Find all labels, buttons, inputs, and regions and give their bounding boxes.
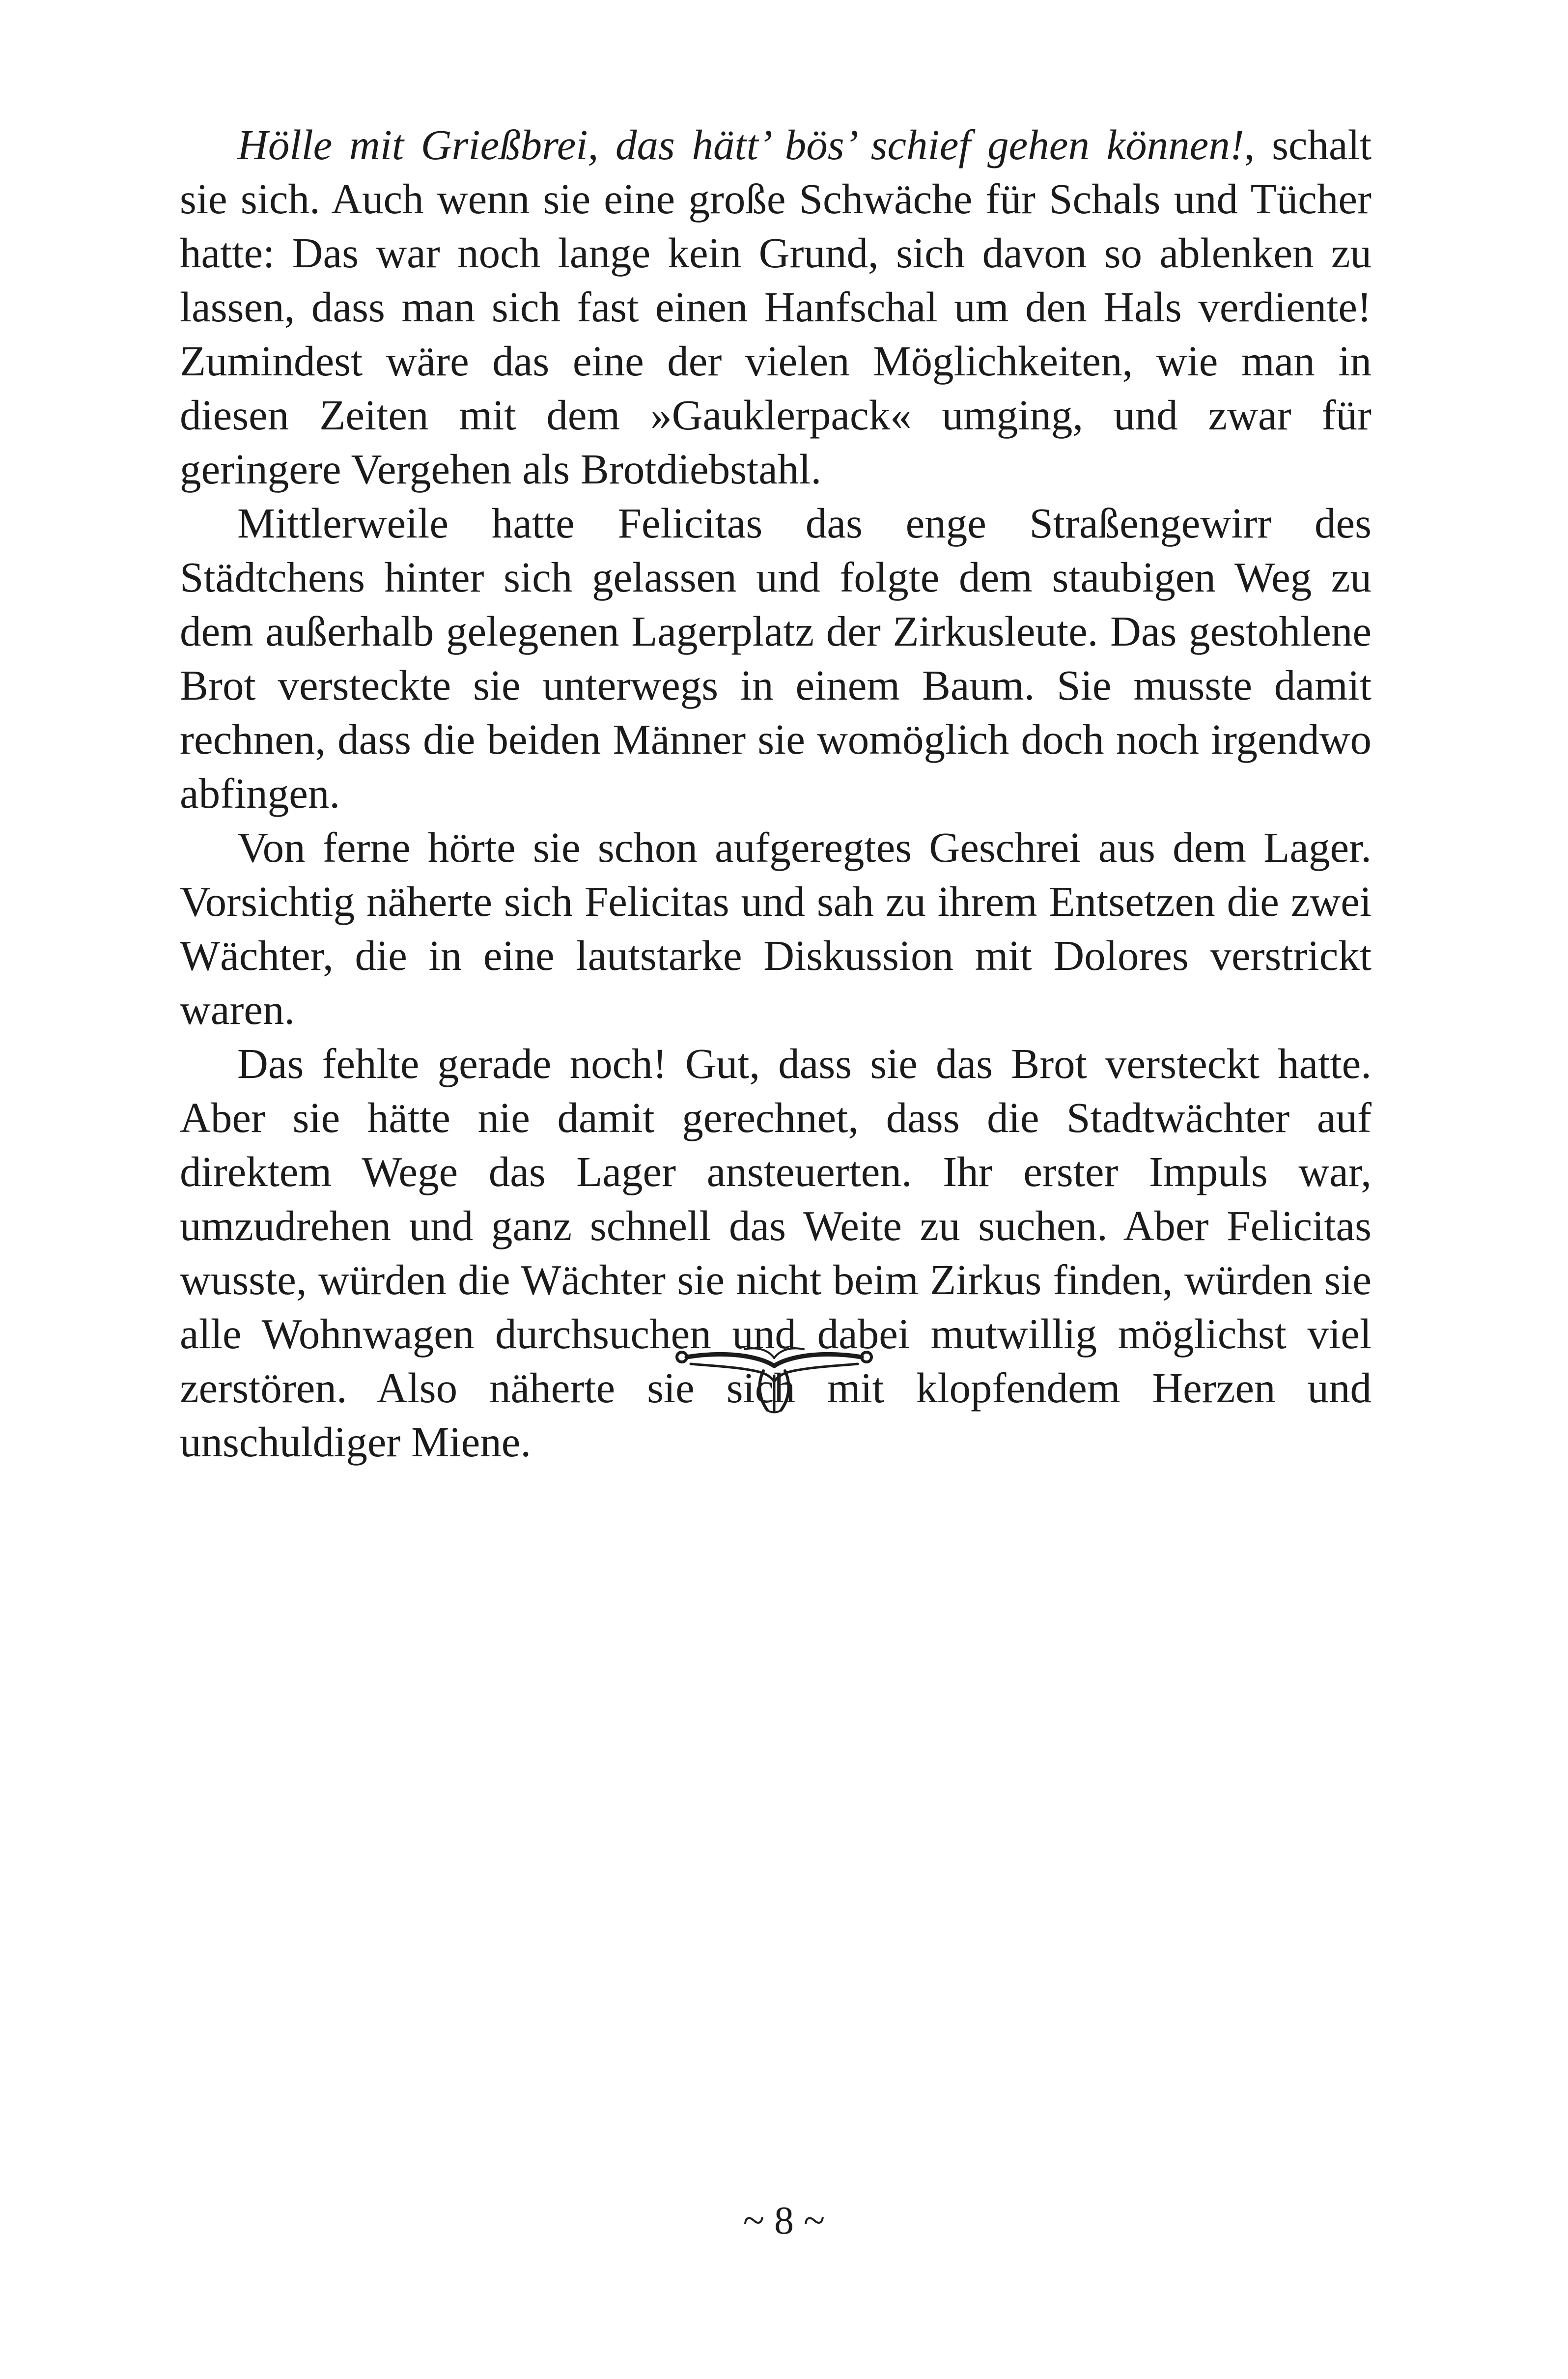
italic-thought: Hölle mit Grießbrei, das hätt’ bös’ schief gehen können! bbox=[237, 121, 1244, 169]
scroll-flourish-icon bbox=[671, 1336, 877, 1415]
body-text bbox=[180, 118, 1372, 1469]
paragraph-2: Mittlerweile hatte Felicitas das enge Straßengewirr des Städtchens hinter sich gelassen und folgte dem staubigen Weg zu dem außerhalb gelegenen Lagerplatz der Zirkusleute. Das gestohlene Brot versteckte sie unterwegs in einem Baum. Sie musste damit rechnen, dass die beiden Männer sie womöglich doch noch irgendwo abfingen. bbox=[180, 499, 1372, 817]
paragraph-1-text: , schalt sie sich. Auch wenn sie eine große Schwäche für Schals und Tücher hatte: Das war noch lange kein Grund, sich davon so ablenken zu lassen, dass man sich fast einen Hanfschal um den Hals verdiente! Zumindest wäre das eine der vielen Möglichkeiten, wie man in diesen Zeiten mit dem »Gauklerpack« umging, und zwar für geringere Vergehen als Brotdiebstahl. bbox=[180, 121, 1372, 493]
page-number: ~ 8 ~ bbox=[743, 2199, 825, 2242]
paragraph-1 bbox=[180, 118, 1372, 496]
paragraph-4: Das fehlte gerade noch! Gut, dass sie das Brot versteckt hatte. Aber sie hätte nie damit gerechnet, dass die Stadtwächter auf direktem Wege das Lager ansteuerten. Ihr erster Impuls war, umzudrehen und ganz schnell das Weite zu suchen. Aber Felicitas wusste, würden die Wächter sie nicht beim Zirkus finden, würden sie alle Wohnwagen durchsuchen und dabei mutwillig möglichst viel zerstören. Also näherte sie sich mit klopfendem Herzen und unschuldiger Miene. bbox=[180, 1040, 1372, 1466]
paragraph-3: Von ferne hörte sie schon aufgeregtes Geschrei aus dem Lager. Vorsichtig näherte sich Felicitas und sah zu ihrem Entsetzen die zwei Wächter, die in eine lautstarke Diskussion mit Dolores verstrickt waren. bbox=[180, 823, 1372, 1033]
